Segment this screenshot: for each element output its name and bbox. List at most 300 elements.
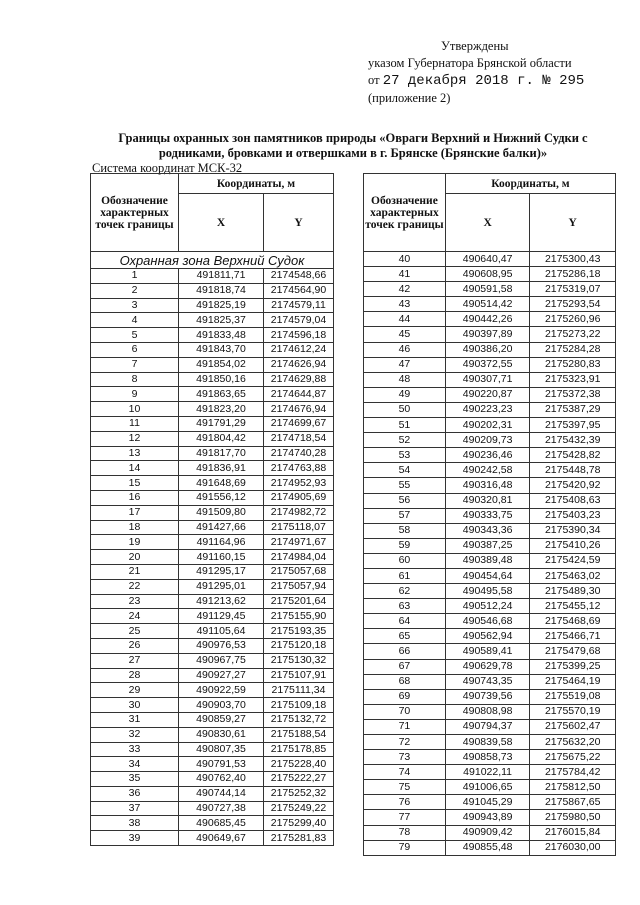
y-coord: 2175479,68 [530,644,616,659]
point-id: 78 [364,825,446,840]
table-row [91,342,334,357]
y-coord: 2175489,30 [530,584,616,599]
x-coord: 491825,19 [179,298,264,313]
y-coord: 2174548,66 [264,269,334,284]
x-coord: 490967,75 [179,653,264,668]
table-row [91,431,334,446]
point-id: 29 [91,683,179,698]
table-row [91,668,334,683]
point-id: 44 [364,312,446,327]
x-coord: 490685,45 [179,816,264,831]
table-row [91,298,334,313]
y-coord: 2175299,40 [264,816,334,831]
table-row [91,313,334,328]
y-coord: 2175448,78 [530,463,616,478]
table-row [364,599,616,614]
x-coord: 490589,41 [445,644,530,659]
x-coord: 491818,74 [179,283,264,298]
point-id: 31 [91,712,179,727]
x-coord: 490546,68 [445,614,530,629]
point-id: 79 [364,840,446,855]
table-row [91,816,334,831]
point-id: 72 [364,735,446,750]
table-row [364,810,616,825]
table-row [364,433,616,448]
x-coord: 490442,26 [445,312,530,327]
point-id: 48 [364,372,446,387]
header-coords: Координаты, м [445,174,615,194]
y-coord: 2175463,02 [530,568,616,583]
x-coord: 491811,71 [179,269,264,284]
x-coord: 491427,66 [179,520,264,535]
x-coord: 490333,75 [445,508,530,523]
y-coord: 2175293,54 [530,297,616,312]
x-coord: 491817,70 [179,446,264,461]
approval-date-line [368,72,584,90]
x-coord: 490223,23 [445,402,530,417]
x-coord: 490608,95 [445,267,530,282]
header-coords: Координаты, м [179,174,334,194]
table-row [364,719,616,734]
coordinates-table-right [363,173,616,856]
y-coord: 2174699,67 [264,416,334,431]
y-coord: 2175784,42 [530,765,616,780]
header-point: Обозначение характерных точек границы [364,174,446,252]
table-row [91,624,334,639]
x-coord: 490495,58 [445,584,530,599]
y-coord: 2174579,04 [264,313,334,328]
y-coord: 2175387,29 [530,402,616,417]
point-id: 17 [91,505,179,520]
point-id: 51 [364,418,446,433]
y-coord: 2174763,88 [264,461,334,476]
x-coord: 490794,37 [445,719,530,734]
y-coord: 2175468,69 [530,614,616,629]
point-id: 52 [364,433,446,448]
table-row [364,387,616,402]
table-row [364,448,616,463]
x-coord: 491295,17 [179,564,264,579]
point-id: 61 [364,568,446,583]
x-coord: 490859,27 [179,712,264,727]
table-row [91,653,334,668]
point-id: 40 [364,252,446,267]
table-row [91,742,334,757]
table-row [364,780,616,795]
point-id: 70 [364,704,446,719]
point-id: 53 [364,448,446,463]
table-row [364,614,616,629]
date-prefix: от [368,73,380,87]
y-coord: 2175464,19 [530,674,616,689]
point-id: 71 [364,719,446,734]
x-coord: 491509,80 [179,505,264,520]
point-id: 36 [91,786,179,801]
coordinates-table-left [90,173,334,846]
y-coord: 2175519,08 [530,689,616,704]
x-coord: 490830,61 [179,727,264,742]
point-id: 24 [91,609,179,624]
point-id: 27 [91,653,179,668]
x-coord: 490389,48 [445,553,530,568]
point-id: 57 [364,508,446,523]
x-coord: 490387,25 [445,538,530,553]
x-coord: 491295,01 [179,579,264,594]
x-coord: 490320,81 [445,493,530,508]
x-coord: 490307,71 [445,372,530,387]
y-coord: 2175109,18 [264,698,334,713]
point-id: 9 [91,387,179,402]
x-coord: 490976,53 [179,638,264,653]
point-id: 19 [91,535,179,550]
point-id: 12 [91,431,179,446]
table-row [364,267,616,282]
y-coord: 2175570,19 [530,704,616,719]
table-row [91,564,334,579]
y-coord: 2175867,65 [530,795,616,810]
y-coord: 2174626,94 [264,357,334,372]
y-coord: 2175155,90 [264,609,334,624]
point-id: 66 [364,644,446,659]
table-row [364,402,616,417]
x-coord: 491850,16 [179,372,264,387]
table-row [91,609,334,624]
table-row [91,269,334,284]
table-row [91,416,334,431]
point-id: 4 [91,313,179,328]
y-coord: 2175812,50 [530,780,616,795]
x-coord: 490454,64 [445,568,530,583]
x-coord: 491863,65 [179,387,264,402]
point-id: 59 [364,538,446,553]
point-id: 54 [364,463,446,478]
y-coord: 2175130,32 [264,653,334,668]
point-id: 5 [91,328,179,343]
point-id: 3 [91,298,179,313]
x-coord: 490791,53 [179,757,264,772]
point-id: 7 [91,357,179,372]
table-row [364,297,616,312]
y-coord: 2175323,91 [530,372,616,387]
point-id: 77 [364,810,446,825]
x-coord: 490343,36 [445,523,530,538]
point-id: 39 [91,831,179,846]
y-coord: 2175280,83 [530,357,616,372]
table-row [364,629,616,644]
point-id: 14 [91,461,179,476]
table-row [91,387,334,402]
table-row [364,493,616,508]
point-id: 76 [364,795,446,810]
x-coord: 491556,12 [179,490,264,505]
point-id: 55 [364,478,446,493]
y-coord: 2175273,22 [530,327,616,342]
point-id: 33 [91,742,179,757]
coordinate-system-label: Система координат МСК-32 [92,161,243,175]
x-coord: 491648,69 [179,476,264,491]
appendix-label: (приложение 2) [368,91,451,105]
table-row [91,579,334,594]
x-coord: 490943,89 [445,810,530,825]
y-coord: 2175455,12 [530,599,616,614]
x-coord: 490744,14 [179,786,264,801]
y-coord: 2176030,00 [530,840,616,855]
y-coord: 2174612,24 [264,342,334,357]
y-coord: 2175107,91 [264,668,334,683]
y-coord: 2174644,87 [264,387,334,402]
y-coord: 2175466,71 [530,629,616,644]
y-coord: 2175403,23 [530,508,616,523]
point-id: 49 [364,387,446,402]
point-id: 30 [91,698,179,713]
x-coord: 490397,89 [445,327,530,342]
table-row [364,342,616,357]
x-coord: 490220,87 [445,387,530,402]
header-x: X [445,194,530,252]
y-coord: 2174740,28 [264,446,334,461]
approval-date: 27 декабря 2018 г. № 295 [382,73,585,89]
point-id: 46 [364,342,446,357]
table-row [364,735,616,750]
x-coord: 490807,35 [179,742,264,757]
table-row [91,402,334,417]
y-coord: 2175178,85 [264,742,334,757]
y-coord: 2175675,22 [530,750,616,765]
point-id: 73 [364,750,446,765]
y-coord: 2175193,35 [264,624,334,639]
table-row [364,553,616,568]
x-coord: 490855,48 [445,840,530,855]
y-coord: 2175399,25 [530,659,616,674]
y-coord: 2175222,27 [264,772,334,787]
point-id: 23 [91,594,179,609]
table-row [364,357,616,372]
y-coord: 2175428,82 [530,448,616,463]
table-row [364,568,616,583]
point-id: 21 [91,564,179,579]
x-coord: 490386,20 [445,342,530,357]
approval-block [368,38,584,107]
table-row [91,786,334,801]
x-coord: 490909,42 [445,825,530,840]
table-row [91,476,334,491]
x-coord: 491160,15 [179,550,264,565]
point-id: 2 [91,283,179,298]
table-row [364,538,616,553]
table-row [364,252,616,267]
y-coord: 2175286,18 [530,267,616,282]
x-coord: 490903,70 [179,698,264,713]
point-id: 10 [91,402,179,417]
x-coord: 490922,59 [179,683,264,698]
x-coord: 490242,58 [445,463,530,478]
y-coord: 2175281,83 [264,831,334,846]
point-id: 68 [364,674,446,689]
point-id: 58 [364,523,446,538]
point-id: 25 [91,624,179,639]
table-row [91,446,334,461]
x-coord: 491006,65 [445,780,530,795]
table-row [364,327,616,342]
y-coord: 2175980,50 [530,810,616,825]
x-coord: 490808,98 [445,704,530,719]
table-row [364,795,616,810]
header-y: Y [530,194,616,252]
table-row [91,520,334,535]
y-coord: 2174984,04 [264,550,334,565]
x-coord: 490562,94 [445,629,530,644]
point-id: 38 [91,816,179,831]
table-row [364,659,616,674]
y-coord: 2175319,07 [530,282,616,297]
zone-label: Охранная зона Верхний Судок [91,252,334,269]
table-row [91,772,334,787]
table-row [364,463,616,478]
point-id: 74 [364,765,446,780]
y-coord: 2175410,26 [530,538,616,553]
point-id: 65 [364,629,446,644]
x-coord: 491843,70 [179,342,264,357]
x-coord: 491022,11 [445,765,530,780]
point-id: 11 [91,416,179,431]
x-coord: 490514,42 [445,297,530,312]
y-coord: 2175424,59 [530,553,616,568]
y-coord: 2175390,34 [530,523,616,538]
y-coord: 2175120,18 [264,638,334,653]
table-row [364,674,616,689]
table-row [91,801,334,816]
table-row [364,644,616,659]
y-coord: 2175188,54 [264,727,334,742]
x-coord: 491833,48 [179,328,264,343]
point-id: 26 [91,638,179,653]
y-coord: 2175132,72 [264,712,334,727]
point-id: 62 [364,584,446,599]
table-row [91,505,334,520]
table-row [91,372,334,387]
table-row [91,698,334,713]
x-coord: 490762,40 [179,772,264,787]
point-id: 42 [364,282,446,297]
point-id: 69 [364,689,446,704]
x-coord: 490591,58 [445,282,530,297]
x-coord: 490629,78 [445,659,530,674]
point-id: 34 [91,757,179,772]
y-coord: 2174718,54 [264,431,334,446]
x-coord: 491791,29 [179,416,264,431]
x-coord: 490236,46 [445,448,530,463]
table-row [91,535,334,550]
point-id: 43 [364,297,446,312]
point-id: 35 [91,772,179,787]
point-id: 63 [364,599,446,614]
table-row [91,638,334,653]
y-coord: 2175260,96 [530,312,616,327]
table-row [91,831,334,846]
y-coord: 2175228,40 [264,757,334,772]
x-coord: 490209,73 [445,433,530,448]
x-coord: 490727,38 [179,801,264,816]
y-coord: 2175249,22 [264,801,334,816]
point-id: 67 [364,659,446,674]
x-coord: 490640,47 [445,252,530,267]
x-coord: 491164,96 [179,535,264,550]
table-row [364,508,616,523]
x-coord: 491823,20 [179,402,264,417]
table-row [364,418,616,433]
x-coord: 491105,64 [179,624,264,639]
table-row [91,283,334,298]
table-row [91,328,334,343]
approval-decree: указом Губернатора Брянской области [368,56,572,70]
point-id: 45 [364,327,446,342]
point-id: 37 [91,801,179,816]
table-row [91,357,334,372]
point-id: 47 [364,357,446,372]
point-id: 75 [364,780,446,795]
y-coord: 2175397,95 [530,418,616,433]
y-coord: 2175284,28 [530,342,616,357]
x-coord: 490372,55 [445,357,530,372]
y-coord: 2176015,84 [530,825,616,840]
point-id: 60 [364,553,446,568]
x-coord: 490927,27 [179,668,264,683]
y-coord: 2175111,34 [264,683,334,698]
header-y: Y [264,194,334,252]
table-row [364,584,616,599]
y-coord: 2175420,92 [530,478,616,493]
y-coord: 2174982,72 [264,505,334,520]
point-id: 6 [91,342,179,357]
y-coord: 2174971,67 [264,535,334,550]
x-coord: 490743,35 [445,674,530,689]
x-coord: 491836,91 [179,461,264,476]
header-point: Обозначение характерных точек границы [91,174,179,252]
table-row [364,689,616,704]
table-row [91,712,334,727]
point-id: 15 [91,476,179,491]
y-coord: 2175118,07 [264,520,334,535]
document-title [90,131,616,161]
title-line-2: родниками, бровками и отвершками в г. Брянске (Брянские балки)» [158,146,548,160]
point-id: 56 [364,493,446,508]
y-coord: 2175632,20 [530,735,616,750]
point-id: 13 [91,446,179,461]
y-coord: 2174905,69 [264,490,334,505]
table-row [364,825,616,840]
table-row [91,757,334,772]
point-id: 32 [91,727,179,742]
table-row [364,750,616,765]
y-coord: 2174596,18 [264,328,334,343]
x-coord: 490202,31 [445,418,530,433]
point-id: 18 [91,520,179,535]
table-row [91,594,334,609]
y-coord: 2175300,43 [530,252,616,267]
y-coord: 2174676,94 [264,402,334,417]
point-id: 20 [91,550,179,565]
y-coord: 2175602,47 [530,719,616,734]
x-coord: 491825,37 [179,313,264,328]
y-coord: 2175408,63 [530,493,616,508]
table-row [364,765,616,780]
y-coord: 2175057,94 [264,579,334,594]
x-coord: 490739,56 [445,689,530,704]
x-coord: 490649,67 [179,831,264,846]
point-id: 16 [91,490,179,505]
y-coord: 2175252,32 [264,786,334,801]
x-coord: 490512,24 [445,599,530,614]
